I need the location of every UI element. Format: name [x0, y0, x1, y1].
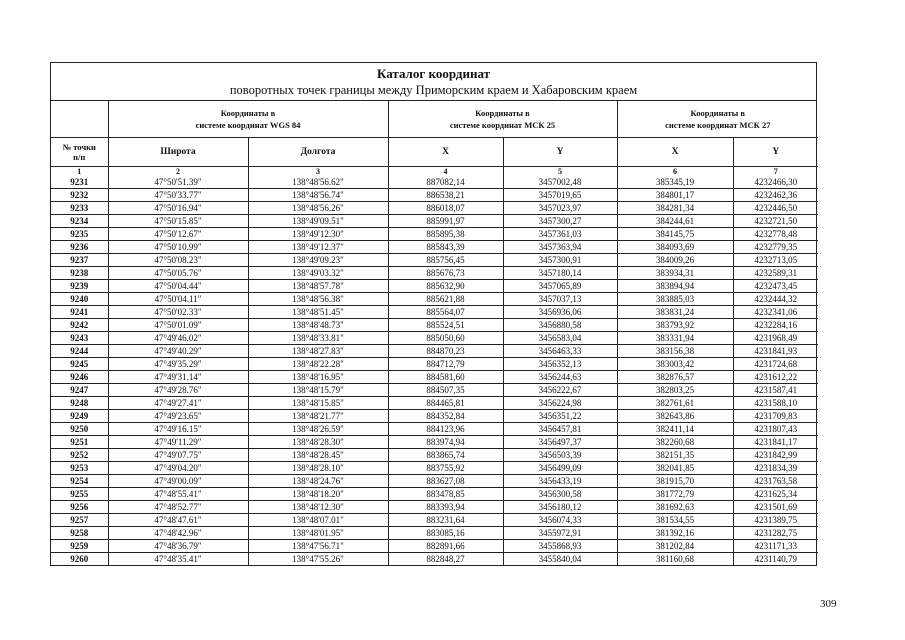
cell-latitude: 47°50'01.09" — [108, 319, 248, 332]
cell-longitude: 138°48'16.95" — [248, 371, 388, 384]
cell-latitude: 47°49'35.29" — [108, 358, 248, 371]
cell-point-number: 9241 — [51, 306, 108, 319]
cell-latitude: 47°48'42.96" — [108, 527, 248, 540]
cell-longitude: 138°48'56.26" — [248, 202, 388, 215]
cell-msk27-y: 4231501,69 — [733, 501, 818, 514]
cell-msk27-x: 385345,19 — [617, 176, 733, 189]
cell-longitude: 138°49'03.32" — [248, 267, 388, 280]
cell-msk25-x: 883865,74 — [388, 449, 503, 462]
cell-longitude: 138°49'12.37" — [248, 241, 388, 254]
cell-msk27-y: 4231140,79 — [733, 553, 818, 566]
cell-latitude: 47°50'02.33" — [108, 306, 248, 319]
cell-msk25-y: 3456074,33 — [503, 514, 617, 527]
cell-longitude: 138°48'28.45" — [248, 449, 388, 462]
table-row — [51, 306, 818, 319]
cell-point-number: 9257 — [51, 514, 108, 527]
cell-msk25-x: 885991,97 — [388, 215, 503, 228]
cell-msk27-y: 4232589,31 — [733, 267, 818, 280]
cell-msk27-y: 4231834,39 — [733, 462, 818, 475]
column-index: 6 — [617, 167, 733, 177]
cell-point-number: 9242 — [51, 319, 108, 332]
cell-msk27-y: 4231282,75 — [733, 527, 818, 540]
column-index: 5 — [503, 167, 617, 177]
cell-msk27-x: 383894,94 — [617, 280, 733, 293]
column-index: 7 — [733, 167, 818, 177]
cell-msk27-y: 4231389,75 — [733, 514, 818, 527]
header-point-number — [51, 138, 108, 167]
cell-longitude: 138°48'27.83" — [248, 345, 388, 358]
cell-msk27-y: 4231587,41 — [733, 384, 818, 397]
cell-point-number: 9237 — [51, 254, 108, 267]
coordinates-table — [51, 101, 818, 565]
cell-msk25-y: 3456351,22 — [503, 410, 617, 423]
cell-msk27-y: 4231968,49 — [733, 332, 818, 345]
header-point-number-line: № точки — [62, 142, 96, 152]
cell-msk25-y: 3456180,12 — [503, 501, 617, 514]
cell-longitude: 138°48'18.20" — [248, 488, 388, 501]
table-row — [51, 345, 818, 358]
cell-msk27-y: 4232444,32 — [733, 293, 818, 306]
cell-latitude: 47°50'08.23" — [108, 254, 248, 267]
cell-msk27-x: 384801,17 — [617, 189, 733, 202]
cell-msk27-x: 381160,68 — [617, 553, 733, 566]
cell-latitude: 47°50'04.44" — [108, 280, 248, 293]
table-row — [51, 514, 818, 527]
cell-longitude: 138°48'12.30" — [248, 501, 388, 514]
cell-point-number: 9254 — [51, 475, 108, 488]
table-row — [51, 540, 818, 553]
cell-msk27-y: 4232473,45 — [733, 280, 818, 293]
cell-msk25-x: 885676,73 — [388, 267, 503, 280]
cell-msk27-y: 4232284,16 — [733, 319, 818, 332]
cell-longitude: 138°48'57.78" — [248, 280, 388, 293]
cell-point-number: 9255 — [51, 488, 108, 501]
table-row — [51, 280, 818, 293]
cell-msk27-x: 381915,70 — [617, 475, 733, 488]
group-header-row — [51, 101, 818, 138]
cell-point-number: 9239 — [51, 280, 108, 293]
cell-longitude: 138°48'21.77" — [248, 410, 388, 423]
column-index: 3 — [248, 167, 388, 177]
group-header-msk25 — [388, 101, 617, 138]
cell-msk25-x: 884712,79 — [388, 358, 503, 371]
cell-msk27-x: 381392,16 — [617, 527, 733, 540]
cell-latitude: 47°50'16.94" — [108, 202, 248, 215]
cell-msk25-x: 885621,88 — [388, 293, 503, 306]
cell-msk27-y: 4231841,93 — [733, 345, 818, 358]
cell-msk25-y: 3456457,81 — [503, 423, 617, 436]
cell-latitude: 47°49'16.15" — [108, 423, 248, 436]
cell-point-number: 9244 — [51, 345, 108, 358]
cell-msk27-x: 383885,03 — [617, 293, 733, 306]
cell-latitude: 47°50'12.67" — [108, 228, 248, 241]
cell-msk27-y: 4232779,35 — [733, 241, 818, 254]
table-row — [51, 384, 818, 397]
cell-point-number: 9236 — [51, 241, 108, 254]
cell-msk25-x: 883478,85 — [388, 488, 503, 501]
cell-msk25-x: 884465,81 — [388, 397, 503, 410]
cell-latitude: 47°49'11.29" — [108, 436, 248, 449]
cell-msk25-x: 883085,16 — [388, 527, 503, 540]
header-msk27-y: Y — [733, 138, 818, 167]
cell-msk25-y: 3455972,91 — [503, 527, 617, 540]
page-number: 309 — [820, 598, 837, 610]
cell-latitude: 47°49'40.29" — [108, 345, 248, 358]
cell-point-number: 9232 — [51, 189, 108, 202]
group-header-line: Координаты в — [690, 108, 746, 118]
column-index: 4 — [388, 167, 503, 177]
cell-latitude: 47°49'07.75" — [108, 449, 248, 462]
cell-msk27-x: 382041,85 — [617, 462, 733, 475]
cell-latitude: 47°50'33.77" — [108, 189, 248, 202]
cell-msk25-x: 884581,60 — [388, 371, 503, 384]
cell-longitude: 138°48'26.59" — [248, 423, 388, 436]
cell-longitude: 138°48'22.28" — [248, 358, 388, 371]
cell-msk25-x: 884123,96 — [388, 423, 503, 436]
table-row — [51, 436, 818, 449]
cell-msk27-x: 382260,68 — [617, 436, 733, 449]
cell-msk25-x: 884507,35 — [388, 384, 503, 397]
cell-msk25-y: 3456222,67 — [503, 384, 617, 397]
cell-longitude: 138°48'07.01" — [248, 514, 388, 527]
cell-point-number: 9252 — [51, 449, 108, 462]
cell-msk27-y: 4231588,10 — [733, 397, 818, 410]
table-row — [51, 410, 818, 423]
cell-msk27-x: 382761,61 — [617, 397, 733, 410]
cell-msk25-y: 3456244,63 — [503, 371, 617, 384]
cell-point-number: 9240 — [51, 293, 108, 306]
cell-msk27-y: 4232778,48 — [733, 228, 818, 241]
cell-msk27-y: 4231625,34 — [733, 488, 818, 501]
cell-msk25-y: 3456503,39 — [503, 449, 617, 462]
cell-msk27-x: 381772,79 — [617, 488, 733, 501]
cell-msk27-y: 4231709,83 — [733, 410, 818, 423]
cell-msk27-x: 382151,35 — [617, 449, 733, 462]
cell-latitude: 47°50'10.99" — [108, 241, 248, 254]
group-header-line: Координаты в — [475, 108, 530, 118]
group-header-msk27 — [617, 101, 818, 138]
cell-msk27-x: 381202,84 — [617, 540, 733, 553]
cell-msk25-x: 883755,92 — [388, 462, 503, 475]
table-row — [51, 423, 818, 436]
cell-msk25-x: 886018,07 — [388, 202, 503, 215]
table-row — [51, 202, 818, 215]
cell-msk25-y: 3456499,09 — [503, 462, 617, 475]
cell-msk27-y: 4231724,68 — [733, 358, 818, 371]
cell-msk25-y: 3457065,89 — [503, 280, 617, 293]
cell-msk27-y: 4232446,50 — [733, 202, 818, 215]
cell-msk27-x: 383331,94 — [617, 332, 733, 345]
cell-msk25-x: 885524,51 — [388, 319, 503, 332]
cell-msk25-x: 883627,08 — [388, 475, 503, 488]
cell-msk27-x: 382876,57 — [617, 371, 733, 384]
cell-longitude: 138°49'12.30" — [248, 228, 388, 241]
cell-msk25-y: 3457361,03 — [503, 228, 617, 241]
cell-msk27-x: 384244,61 — [617, 215, 733, 228]
header-longitude: Долгота — [248, 138, 388, 167]
cell-msk27-x: 383831,24 — [617, 306, 733, 319]
cell-latitude: 47°49'46.02" — [108, 332, 248, 345]
cell-longitude: 138°48'56.74" — [248, 189, 388, 202]
group-header-line: системе координат WGS 84 — [195, 120, 301, 130]
cell-point-number: 9231 — [51, 176, 108, 189]
cell-msk25-y: 3457363,94 — [503, 241, 617, 254]
cell-msk27-y: 4231841,17 — [733, 436, 818, 449]
cell-point-number: 9238 — [51, 267, 108, 280]
table-row — [51, 527, 818, 540]
cell-point-number: 9233 — [51, 202, 108, 215]
cell-longitude: 138°48'56.62" — [248, 176, 388, 189]
cell-latitude: 47°49'00.09" — [108, 475, 248, 488]
table-row — [51, 488, 818, 501]
coordinate-catalog — [50, 62, 817, 566]
cell-latitude: 47°50'05.76" — [108, 267, 248, 280]
cell-msk25-y: 3457002,48 — [503, 176, 617, 189]
group-header-wgs84 — [108, 101, 388, 138]
table-row — [51, 215, 818, 228]
cell-point-number: 9256 — [51, 501, 108, 514]
cell-msk27-y: 4231612,22 — [733, 371, 818, 384]
cell-point-number: 9260 — [51, 553, 108, 566]
cell-point-number: 9235 — [51, 228, 108, 241]
cell-point-number: 9259 — [51, 540, 108, 553]
cell-msk25-x: 882891,66 — [388, 540, 503, 553]
cell-msk27-x: 382643,86 — [617, 410, 733, 423]
cell-msk25-y: 3455868,93 — [503, 540, 617, 553]
cell-msk27-y: 4231763,58 — [733, 475, 818, 488]
cell-msk27-x: 383934,31 — [617, 267, 733, 280]
table-row — [51, 254, 818, 267]
cell-latitude: 47°50'04.11" — [108, 293, 248, 306]
cell-msk27-x: 384093,69 — [617, 241, 733, 254]
cell-point-number: 9251 — [51, 436, 108, 449]
cell-msk27-y: 4232721,50 — [733, 215, 818, 228]
cell-msk25-y: 3457180,14 — [503, 267, 617, 280]
cell-msk27-y: 4231171,33 — [733, 540, 818, 553]
cell-longitude: 138°48'28.10" — [248, 462, 388, 475]
cell-msk25-x: 885895,38 — [388, 228, 503, 241]
cell-msk25-x: 883231,64 — [388, 514, 503, 527]
cell-msk27-x: 384281,34 — [617, 202, 733, 215]
table-row — [51, 397, 818, 410]
cell-point-number: 9248 — [51, 397, 108, 410]
cell-longitude: 138°48'33.81" — [248, 332, 388, 345]
cell-msk25-y: 3456352,13 — [503, 358, 617, 371]
cell-point-number: 9247 — [51, 384, 108, 397]
cell-msk27-x: 384145,75 — [617, 228, 733, 241]
table-row — [51, 553, 818, 566]
catalog-subtitle: поворотных точек границы между Приморским краем и Хабаровским краем — [229, 83, 638, 97]
cell-msk25-x: 882848,27 — [388, 553, 503, 566]
cell-latitude: 47°50'51.39" — [108, 176, 248, 189]
cell-point-number: 9253 — [51, 462, 108, 475]
cell-longitude: 138°48'48.73" — [248, 319, 388, 332]
cell-msk25-x: 884870,23 — [388, 345, 503, 358]
cell-msk27-y: 4232341,06 — [733, 306, 818, 319]
group-header-spacer — [51, 101, 108, 138]
group-header-line: Координаты в — [220, 108, 276, 118]
column-index: 1 — [51, 167, 108, 177]
table-row — [51, 176, 818, 189]
cell-latitude: 47°49'04.20" — [108, 462, 248, 475]
cell-msk27-x: 382411,14 — [617, 423, 733, 436]
table-row — [51, 475, 818, 488]
cell-point-number: 9250 — [51, 423, 108, 436]
cell-msk25-y: 3457300,91 — [503, 254, 617, 267]
table-row — [51, 241, 818, 254]
catalog-title-block — [51, 63, 816, 101]
cell-msk25-y: 3456224,98 — [503, 397, 617, 410]
cell-msk25-x: 887082,14 — [388, 176, 503, 189]
group-header-line: системе координат МСК 27 — [665, 120, 771, 130]
table-row — [51, 293, 818, 306]
cell-msk25-y: 3456880,58 — [503, 319, 617, 332]
table-row — [51, 319, 818, 332]
cell-msk25-x: 883974,94 — [388, 436, 503, 449]
cell-latitude: 47°48'35.41" — [108, 553, 248, 566]
cell-msk25-x: 883393,94 — [388, 501, 503, 514]
cell-msk27-x: 383156,38 — [617, 345, 733, 358]
table-row — [51, 462, 818, 475]
cell-msk25-y: 3456463,33 — [503, 345, 617, 358]
table-row — [51, 332, 818, 345]
cell-msk25-y: 3456300,58 — [503, 488, 617, 501]
header-point-number-line: п/п — [73, 152, 86, 162]
cell-longitude: 138°49'09.23" — [248, 254, 388, 267]
cell-longitude: 138°48'56.38" — [248, 293, 388, 306]
cell-msk27-x: 383793,92 — [617, 319, 733, 332]
header-msk25-x: X — [388, 138, 503, 167]
cell-longitude: 138°48'01.95" — [248, 527, 388, 540]
cell-msk25-y: 3457037,13 — [503, 293, 617, 306]
cell-point-number: 9245 — [51, 358, 108, 371]
cell-msk25-y: 3456497,37 — [503, 436, 617, 449]
table-row — [51, 371, 818, 384]
cell-msk27-y: 4232466,30 — [733, 176, 818, 189]
cell-msk25-y: 3457023,97 — [503, 202, 617, 215]
cell-latitude: 47°48'36.79" — [108, 540, 248, 553]
cell-msk25-x: 885756,45 — [388, 254, 503, 267]
table-row — [51, 189, 818, 202]
cell-msk27-x: 381692,63 — [617, 501, 733, 514]
cell-latitude: 47°50'15.85" — [108, 215, 248, 228]
cell-msk27-y: 4231842,99 — [733, 449, 818, 462]
cell-longitude: 138°48'28.30" — [248, 436, 388, 449]
column-header-row — [51, 138, 818, 167]
header-msk25-y: Y — [503, 138, 617, 167]
cell-longitude: 138°47'56.71" — [248, 540, 388, 553]
catalog-title: Каталог координат — [376, 66, 490, 81]
cell-latitude: 47°49'23.65" — [108, 410, 248, 423]
cell-latitude: 47°49'27.41" — [108, 397, 248, 410]
cell-longitude: 138°48'51.45" — [248, 306, 388, 319]
cell-point-number: 9246 — [51, 371, 108, 384]
table-row — [51, 267, 818, 280]
header-latitude: Широта — [108, 138, 248, 167]
cell-longitude: 138°49'09.51" — [248, 215, 388, 228]
cell-msk25-x: 886538,21 — [388, 189, 503, 202]
cell-msk25-y: 3456936,06 — [503, 306, 617, 319]
table-row — [51, 228, 818, 241]
table-row — [51, 449, 818, 462]
cell-msk27-y: 4231807,43 — [733, 423, 818, 436]
cell-longitude: 138°48'24.76" — [248, 475, 388, 488]
cell-latitude: 47°48'55.41" — [108, 488, 248, 501]
cell-msk25-y: 3456583,04 — [503, 332, 617, 345]
cell-point-number: 9243 — [51, 332, 108, 345]
cell-msk25-y: 3457019,65 — [503, 189, 617, 202]
cell-latitude: 47°49'31.14" — [108, 371, 248, 384]
cell-latitude: 47°48'47.61" — [108, 514, 248, 527]
cell-point-number: 9249 — [51, 410, 108, 423]
cell-latitude: 47°48'52.77" — [108, 501, 248, 514]
cell-msk25-y: 3457300,27 — [503, 215, 617, 228]
cell-latitude: 47°49'28.76" — [108, 384, 248, 397]
cell-point-number: 9234 — [51, 215, 108, 228]
cell-longitude: 138°48'15.79" — [248, 384, 388, 397]
coordinates-table-body — [51, 176, 818, 565]
table-row — [51, 501, 818, 514]
cell-msk25-y: 3455840,04 — [503, 553, 617, 566]
cell-msk27-x: 383003,42 — [617, 358, 733, 371]
cell-point-number: 9258 — [51, 527, 108, 540]
cell-msk25-x: 884352,84 — [388, 410, 503, 423]
cell-msk27-x: 382803,25 — [617, 384, 733, 397]
cell-msk27-y: 4232462,36 — [733, 189, 818, 202]
cell-msk25-x: 885050,60 — [388, 332, 503, 345]
cell-longitude: 138°48'15.85" — [248, 397, 388, 410]
cell-longitude: 138°47'55.26" — [248, 553, 388, 566]
cell-msk27-x: 381534,55 — [617, 514, 733, 527]
cell-msk25-x: 885564,07 — [388, 306, 503, 319]
table-row — [51, 358, 818, 371]
group-header-line: системе координат МСК 25 — [449, 120, 556, 130]
cell-msk25-x: 885632,90 — [388, 280, 503, 293]
cell-msk25-x: 885843,39 — [388, 241, 503, 254]
column-index: 2 — [108, 167, 248, 177]
header-msk27-x: X — [617, 138, 733, 167]
cell-msk27-x: 384009,26 — [617, 254, 733, 267]
cell-msk27-y: 4232713,05 — [733, 254, 818, 267]
column-index-row — [51, 167, 818, 177]
cell-msk25-y: 3456433,19 — [503, 475, 617, 488]
